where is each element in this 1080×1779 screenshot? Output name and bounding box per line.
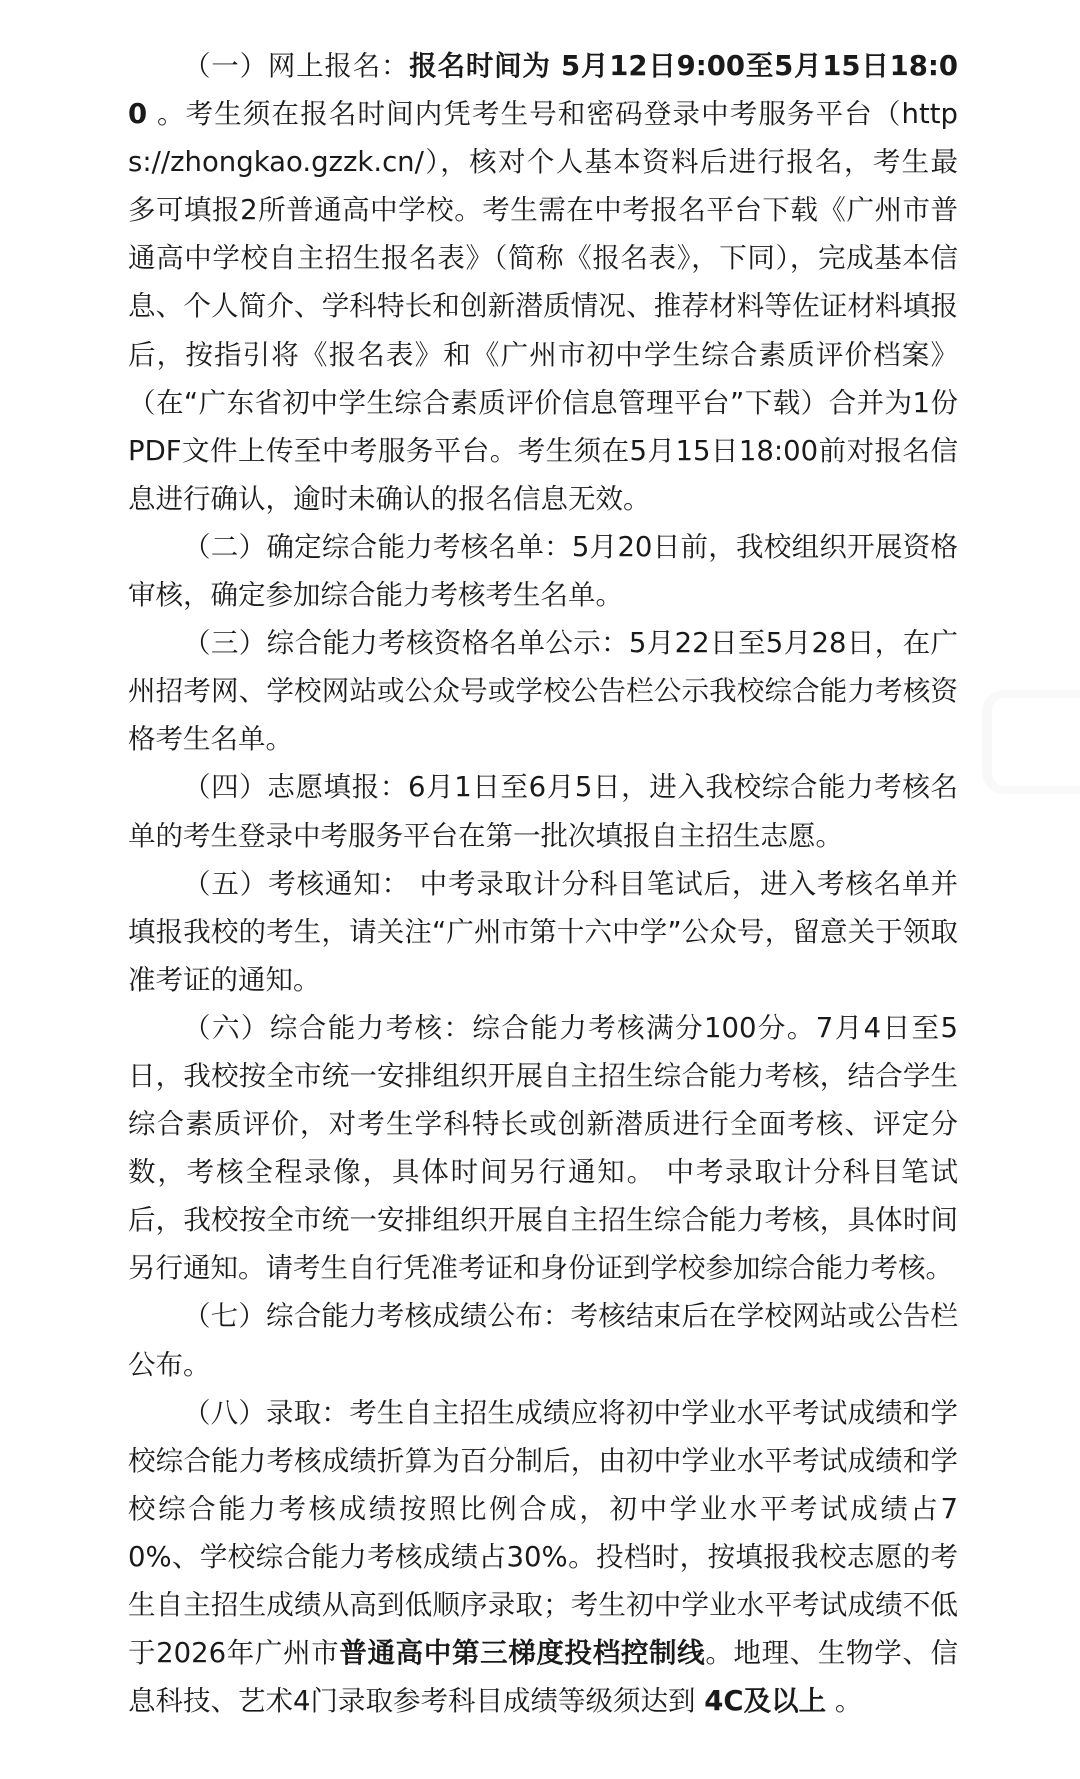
emphasized-text: 普通高中第三梯度投档控制线 [339,1637,706,1670]
section-paragraph-1 [128,42,958,523]
section-paragraph-2 [128,523,958,619]
body-text: 。考生须在报名时间内凭考生号和密码登录中考服务平台（https://zhongkao.gzzk.cn/），核对个人基本资料后进行报名，考生最多可填报2所普通高中学校。考生需在中考报名平台下载《广州市普通高中学校自主招生报名表》（简称《报名表》，下同），完成基本信息、个人简介、学科特长和创新潜质情况、推荐材料等佐证材料填报后，按指引将《报名表》和《广州市初中学生综合素质评价档案》（在“广东省初中学生综合素质评价信息管理平台”下载）合并为1份PDF文件上传至中考服务平台。考生须在5月15日18:00前对报名信息进行确认，逾时未确认的报名信息无效。 [128,98,958,515]
body-text: （八）录取：考生自主招生成绩应将初中学业水平考试成绩和学校综合能力考核成绩折算为百分制后，由初中学业水平考试成绩和学校综合能力考核成绩按照比例合成，初中学业水平考试成绩占70%、学校综合能力考核成绩占30%。投档时，按填报我校志愿的考生自主招生成绩从高到低顺序录取；考生初中学业水平考试成绩不低于2026年广州市 [128,1396,958,1670]
section-paragraph-7 [128,1292,958,1388]
section-paragraph-4 [128,763,958,859]
section-paragraph-6 [128,1004,958,1293]
body-text: 。 [826,1685,863,1718]
section-paragraph-5 [128,860,958,1004]
emphasized-text: 4C及以上 [704,1685,827,1718]
body-text: （五）考核通知： 中考录取计分科目笔试后，进入考核名单并填报我校的考生，请关注“广州市第十六中学”公众号，留意关于领取准考证的通知。 [128,867,958,996]
body-text: 。地理、生物学、信息科技、艺术4门录取参考科目成绩等级须达到 [128,1637,958,1718]
body-text: （六）综合能力考核：综合能力考核满分100分。7月4日至5日，我校按全市统一安排组织开展自主招生综合能力考核，结合学生综合素质评价，对考生学科特长或创新潜质进行全面考核、评定分数，考核全程录像，具体时间另行通知。 中考录取计分科目笔试后，我校按全市统一安排组织开展自主招生综合能力考核，具体时间另行通知。请考生自行凭准考证和身份证到学校参加综合能力考核。 [128,1011,958,1285]
screen-glare-mark [982,690,1080,794]
document-body [128,42,958,1725]
body-text: （四）志愿填报：6月1日至6月5日，进入我校综合能力考核名单的考生登录中考服务平台在第一批次填报自主招生志愿。 [128,771,958,852]
body-text: （三）综合能力考核资格名单公示：5月22日至5月28日，在广州招考网、学校网站或公众号或学校公告栏公示我校综合能力考核资格考生名单。 [128,627,958,756]
section-paragraph-8 [128,1389,958,1726]
body-text: （一）网上报名： [183,50,410,82]
section-paragraph-3 [128,619,958,763]
body-text: （七）综合能力考核成绩公布：考核结束后在学校网站或公告栏公布。 [128,1300,958,1381]
body-text: （二）确定综合能力考核名单：5月20日前，我校组织开展资格审核，确定参加综合能力考核考生名单。 [128,530,958,612]
emphasized-text: 报名时间为 5月12日9:00至5月15日18:00 [128,50,959,131]
